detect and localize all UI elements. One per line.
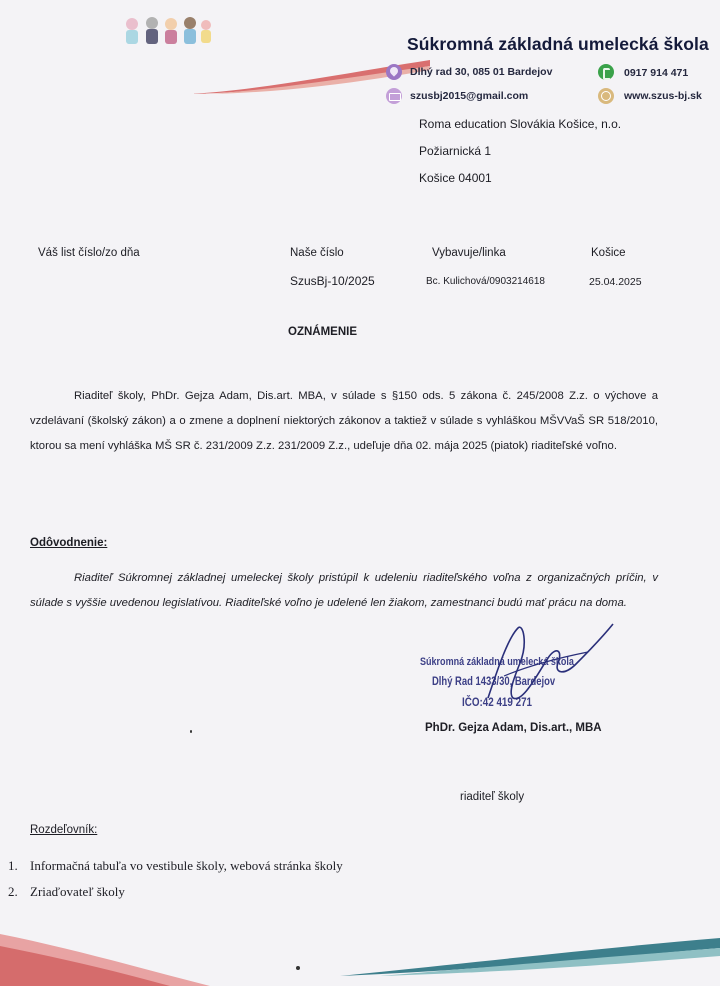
our-number-label: Naše číslo (290, 247, 344, 259)
footer-swoosh-right (340, 934, 720, 976)
list-text: Informačná tabuľa vo vestibule školy, webová stránka školy (30, 858, 343, 873)
handled-by-label: Vybavuje/linka (432, 247, 506, 259)
signer-role: riaditeľ školy (460, 791, 525, 803)
recipient-line-3: Košice 04001 (419, 171, 492, 185)
letter-date: 25.04.2025 (589, 276, 642, 288)
distribution-heading: Rozdeľovník: (30, 824, 98, 836)
recipient-line-1: Roma education Slovákia Košice, n.o. (419, 117, 622, 131)
announcement-paragraph: Riaditeľ školy, PhDr. Gejza Adam, Dis.art. MBA, v súlade s §150 ods. 5 zákona č. 245/2008 Z.z. o výchove a vzdelávaní (školský zákon) a o zmene a doplnení niektorých zákonov a taktiež v súlade s vyhláškou MŠVVaŠ SR 518/2010, ktorou sa mení vyhláška MŠ SR č. 231/2009 Z.z. 231/2009 Z.z., udeľuje dňa 02. mája 2025 (piatok) riaditeľské voľno. (30, 390, 658, 452)
stamp-line-3: IČO:42 419 271 (462, 695, 533, 709)
document-title: OZNÁMENIE (288, 326, 357, 338)
list-text: Zriaďovateľ školy (30, 884, 125, 899)
school-address: Dlhý rad 30, 085 01 Bardejov (410, 66, 553, 78)
handled-by: Bc. Kulichová/0903214618 (426, 276, 545, 287)
list-number: 1. (8, 858, 18, 873)
stamp-line-2: Dlhý Rad 1433/30, Bardejov (432, 676, 556, 688)
globe-icon (598, 88, 614, 104)
handwritten-signature (468, 618, 618, 710)
justification-paragraph: Riaditeľ Súkromnej základnej umeleckej školy pristúpil k udeleniu riaditeľského voľna z organizačných príčin, v súlade s vyššie uvedenou legislatívou. Riaditeľské voľno je udelené len žiakom, zamestnanci budú mať prácu na doma. (30, 572, 658, 609)
stamp-line-1: Súkromná základná umelecká škola (420, 656, 574, 668)
speck-bottom (296, 966, 300, 970)
location-icon (386, 64, 402, 80)
list-number: 2. (8, 884, 18, 899)
signer-name: PhDr. Gejza Adam, Dis.art., MBA (425, 722, 602, 734)
school-phone: 0917 914 471 (624, 67, 689, 79)
justification-heading: Odôvodnenie: (30, 537, 108, 549)
phone-icon (598, 64, 614, 80)
children-logo (110, 14, 220, 56)
distribution-item-2 (8, 884, 125, 900)
place-label: Košice (591, 247, 626, 259)
our-number: SzusBj-10/2025 (290, 274, 375, 288)
email-icon (386, 88, 402, 104)
school-web: www.szus-bj.sk (624, 90, 702, 102)
school-name: Súkromná základná umelecká škola (407, 34, 709, 54)
speck (190, 730, 192, 733)
your-letter-label: Váš list číslo/zo dňa (38, 247, 140, 259)
recipient-line-2: Požiarnická 1 (419, 144, 492, 158)
school-email: szusbj2015@gmail.com (410, 90, 529, 102)
footer-swoosh-left (0, 928, 210, 986)
distribution-item-1 (8, 858, 343, 874)
